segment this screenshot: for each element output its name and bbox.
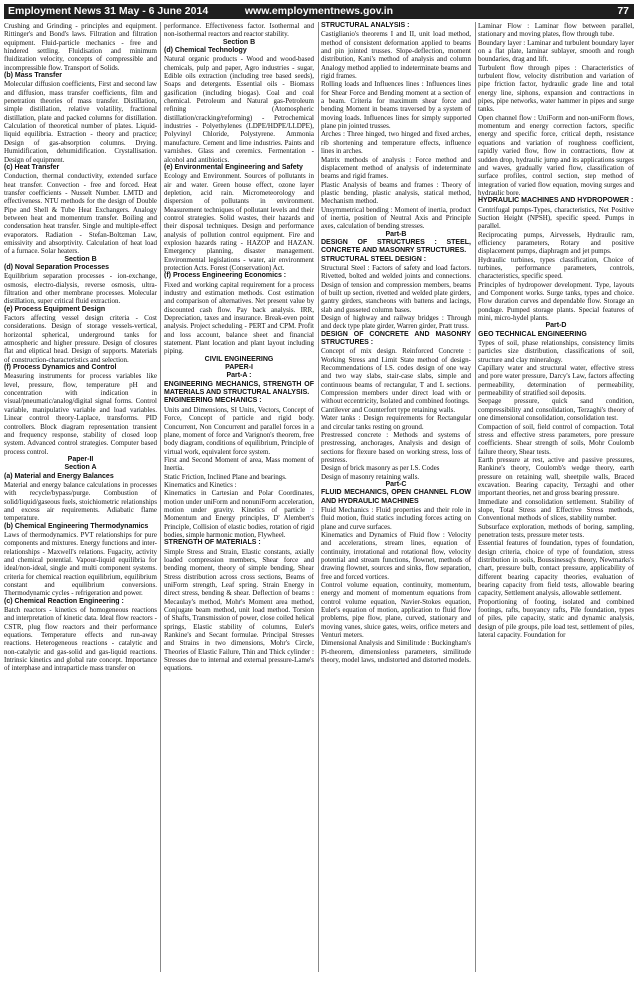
body-paragraph: Crushing and Grinding - principles and equipment. Rittinger's and Bond's laws. Filtration and filtration equipment. Fluid-particle mechanics - free and hindered settling. Fluidisation and minimum fluidization velocity, concepts of compressible and incompressible flow. Transport of Solids. <box>4 22 157 72</box>
body-paragraph: Structural Steel : Factors of safety and load factors. Rivetted, bolted and welded joints and connections. Design of tension and compression members, beams of built up section, rivetted and welded plate girders, gantry girders, stancheons with battens and lacings, slab and gusseted column bases. <box>321 263 471 314</box>
section-heading: (c) Heat Transfer <box>4 163 60 171</box>
body-paragraph: Measuring instruments for process variables like level, pressure, flow, temperature pH and concentration with indication in visual/pneumatic/analog/digital signal forms. Control variable, manipulative variable and load variables. Linear control theory-Laplace, transforms. PID controllers. Block diagram representation transient and frequency response, stability of closed loop system. Advanced control strategies. Computer based process control. <box>4 372 157 456</box>
body-paragraph: Cantilever and Counterfort type retaining walls. <box>321 405 456 414</box>
body-paragraph: Open channel flow : UniForm and non-uniForm flows, momentum and energy correction factors, specific energy and specific force, critical depth, resistance equations and variation of roughness coefficient, rapidly varied flow, flow in contractions, flow at sudden drop, hydraulic jump and its applications surges and waves, gradually varied flow, classification of surface profiles, control section, step method of integration of varied flow equation, moving surges and hydraulic bore. <box>478 113 634 197</box>
section-heading: HYDRAULIC MACHINES AND HYDROPOWER : <box>478 197 634 205</box>
section-heading: GEO TECHNICAL ENGINEERING <box>478 330 587 338</box>
body-paragraph: Arches : Three hinged, two hinged and fixed arches, rib shortening and temperature effects, influence lines in arches. <box>321 130 471 156</box>
body-paragraph: performance. Effectiveness factor. Isothermal and non-isothermal reactors and reactor stability. <box>164 22 314 39</box>
section-heading: FLUID MECHANICS, OPEN CHANNEL FLOW AND HYDRAULIC MACHINES <box>321 489 471 505</box>
body-paragraph: Prestressed concrete : Methods and systems of prestressing, anchorages, Analysis and design of sections for flexure based on working stress, loss of prestress. <box>321 430 471 464</box>
section-heading: STRENGTH OF MATERIALS : <box>164 539 261 547</box>
body-paragraph: Batch reactors - kinetics of homogeneous reactions and interpretation of kinetic data. Ideal flow reactors - CSTR, plug flow reactors and their performance equations. Temperature effects and run-away reactions. Heterogeneous reactions - catalytic and non-catalytic and gas-solid and gas-liquid reactions. Intrinsic kinetics and global rate concept. Importance of interphase and intraparticle mass transfer on <box>4 606 157 673</box>
body-paragraph: Unsymmetrical bending : Moment of inertia, product of inertia, position of Neutral Axis and Principle axes, calculation of bending stresses. <box>321 205 471 231</box>
body-paragraph: Fluid Mechanics : Fluid properties and their role in fluid motion, fluid statics including forces acting on plane and curve surfaces. <box>321 505 471 531</box>
body-paragraph: Dimensional Analysis and Similitude : Buckingham's Pi-theorem, dimensionless parameters, similitude theory, model laws, undistorted and distorted models. <box>321 639 471 665</box>
body-paragraph: Material and energy balance calculations in processes with recycle/bypass/purge. Combustion of solid/liquid/gaseous fuels, stoichiometric relationships and excess air requirements. Adiabatic flame temperature. <box>4 480 157 523</box>
body-paragraph: Laws of thermodynamics. PVT relationships for pure components and mixtures. Energy functions and inter-relationships - Maxwell's relations. Fugacity, activity and chemical potential. Vapour-liquid equilibria for ideal/non-ideal, single and multi component systems. criteria for chemical reaction equilibrium, equilibrium constant and equilibrium conversions. Thermodynamic cycles - refrigeration and power. <box>4 530 157 598</box>
section-heading-centered: Section B <box>64 255 97 263</box>
page-header <box>4 4 634 19</box>
section-heading: (f) Process Dynamics and Control <box>4 364 117 372</box>
text-column-2 <box>164 22 314 978</box>
header-website: www.employmentnews.gov.in <box>244 5 394 17</box>
section-heading-centered: Section B <box>222 38 256 46</box>
body-paragraph: Simple Stress and Strain, Elastic constants, axially loaded compression members, Shear force and bending moment, theory of simple bending, Shear Stress distribution across cross sections, Beams of uniForm strength, Leaf spring. Strain Energy in direct stress, bending & shear. Deflection of beams : Mecaulay's method, Mohr's Moment area method, Conjugate beam method, unit load method. Torsion of Shafts, Transmission of power, close coiled helical springs, Elastic stability of columns, Euler's Rankine's and Secant formulae. Principal Stresses and Strains in two dimensions, Mohr's Circle, Theories of Elastic Failure, Thin and Thick cylinder : Stresses due to internal and external pressure-Lame's equations. <box>164 547 314 673</box>
body-paragraph: Rolling loads and Influences lines : Influences lines for Shear Force and Bending moment at a section of a beam. Criteria for maximum shear force and bending Moment in beams traversed by a system of moving loads. Influences lines for simply supported plane pin jointed trusses. <box>321 80 471 131</box>
body-paragraph: Types of soil, phase relationships, consistency limits particles size distribution, classifications of soil, structure and clay mineralogy. <box>478 339 634 364</box>
section-heading-centered: Section A <box>64 464 97 472</box>
body-paragraph: Matrix methods of analysis : Force method and displacement method of analysis of indeterminate beams and rigid frames. <box>321 155 471 181</box>
section-heading: (b) Mass Transfer <box>4 72 62 80</box>
body-paragraph: Principles of hydropower development. Type, layouts and Component works. Surge tanks, types and choice. Flow duration curves and dependable flow. Storage an pondage. Pumped storage plants. Special features of mini, micro-hydel plants. <box>478 280 634 323</box>
section-heading: ENGINEERING MECHANICS : <box>164 397 262 405</box>
body-paragraph: Design of highway and railway bridges : Through and deck type plate girder, Warren girder, Pratt truss. <box>321 314 471 331</box>
body-paragraph: Hydraulic turbines, types classification, Choice of turbines, performance parameters, controls, characteristics, specific speed. <box>478 255 634 281</box>
section-heading: (c) Chemical Reaction Engineering : <box>4 597 124 605</box>
text-column-4 <box>478 22 634 978</box>
body-paragraph: Capillary water and structural water, effective stress and pore water pressure, Darcy's Law, factors affecting permeability, determination of permeability, permeability of stratified soil deposits. <box>478 364 634 398</box>
body-paragraph: First and Second Moment of area, Mass moment of Inertia. <box>164 455 314 473</box>
section-heading: (a) Material and Energy Balances <box>4 472 114 480</box>
section-heading-centered: CIVIL ENGINEERING <box>204 355 274 363</box>
section-heading: DESIGN OF STRUCTURES : STEEL, CONCRETE AND MASONRY STRUCTURES. <box>321 238 471 255</box>
body-paragraph: Equilibrium separation processes - ion-exchange, osmosis, electro-dialysis, reverse osmosis, ultra-filtration and other membrane processes. Molecular distillation, super critical fluid extraction. <box>4 272 157 306</box>
header-publication: Employment News 31 May - 6 June 2014 <box>8 5 209 17</box>
section-heading-centered: Part-C <box>385 480 407 488</box>
article-columns <box>4 22 634 978</box>
section-heading: STRUCTURAL ANALYSIS : <box>321 22 410 29</box>
body-paragraph: Conduction, thermal conductivity, extended surface heat transfer. Convection - free and forced. Heat transfer coefficients - Nusselt Number. LMTD and effectiveness. NTU methods for the design of Double Pipe and Shell & Tube Heat Exchangers. Analogy between heat and momentum transfer. Boiling and condensation heat transfer. Single and multiple-effect evaporators. Radiation - Stefan-Boltzman Law, emissivity and absorptivity. Calculation of heat load of a furnace. Solar heaters. <box>4 172 157 256</box>
body-paragraph: Immediate and consolidation settlement. Stability of slope, Total Stress and Effective Stress methods, Conventional methods of slices, stability number. <box>478 497 634 523</box>
body-paragraph: Fixed and working capital requirement for a process industry and estimation methods. Cost estimation and comparison of alternatives. Net present value by discounted cash flow. Pay back analysis. IRR, Depreciation, taxes and insurance. Break-even point analysis. Project scheduling - PERT and CPM. Profit and loss account, balance sheet and financial statement. Plant location and plant layout including piping. <box>164 280 314 356</box>
section-heading: (d) Chemical Technology <box>164 47 247 55</box>
body-paragraph: Proportioning of footing, isolated and combined footings, rafts, buoyancy rafts, Pile foundation, types of piles, pile capacity, static and dynamic analysis, design of pile groups, pile load test, settlement of piles, lateral capacity. Foundation for <box>478 597 634 640</box>
section-heading: (f) Process Engineering Economics : <box>164 272 287 280</box>
body-paragraph: Ecology and Environment. Sources of pollutants in air and water. Green house effect, ozone layer depletion, acid rain. Micrometeorology and dispersion of pollutants in environment. Measurement techniques of pollutant levels and their control strategies. Solid wastes, their hazards and their disposal techniques. Design and performance analysis of pollution control equipment. Fire and explosion hazards rating - HAZOP and HAZAN. Emergency planning, disaster management. Environmental legislations - water, air environment protection Acts. Forest (Conservation) Act. <box>164 172 314 272</box>
body-paragraph: Kinematics and Dynamics of Fluid flow : Velocity and accelerations, stream lines, equation of continuity, irrotational and rotational flow, velocity potential and stream functions, flownet, methods of drawing flownet, sources and sinks, flow separation, free and forced vortices. <box>321 530 471 581</box>
body-paragraph: Essential features of foundation, types of foundation, design criteria, choice of type of foundation, stress distribution in soils, Boussinessq's theory, Newmarks's chart, pressure bulb, contact pressure, applicability of different bearing capacity theories, evaluation of bearing capacity from field tests, allowable bearing capacity, Settlement analysis, allowable settlement. <box>478 539 634 598</box>
body-paragraph: Molecular diffusion coefficients, First and second law and diffusion, mass transfer coefficients, film and penetration theories of mass transfer. Distillation, simple distillation, relative volatility, fractional distillation, plate and packed columns for distillation. Calculation of theoretical number of plates. Liquid-liquid equilibria. Extraction - theory and practice; Design of gas-absorption columns. Drying. Humidification, dehumidification. Crystallisation. Design of equipment. <box>4 80 157 164</box>
section-heading-centered: PAPER-I <box>225 364 253 372</box>
section-heading: ENGINEERING MECHANICS, STRENGTH OF MATERIALS AND STRUCTURAL ANALYSIS. <box>164 380 314 397</box>
body-paragraph: Boundary layer : Laminar and turbulent boundary layer on a flat plate, laminar sublayer, smooth and rough boundaries, drag and lift. <box>478 38 634 64</box>
body-paragraph: Concept of mix design. Reinforced Concrete : Working Stress and Limit State method of design-Recommendations of I.S. codes design of one way and two way slabs, stair-case slabs, simple and continuous beams of rectangular, T and L sections. Compression members under direct load with or without eccentricity, Isolated and combined footings. <box>321 347 471 406</box>
body-paragraph: Kinematics and Kinetics : <box>164 480 237 489</box>
body-paragraph: Factors affecting vessel design criteria - Cost considerations. Design of storage vessels-vertical, horizontal spherical, underground tanks for atmospheric and higher pressure. Design of closures flat and eliptical head. Design of supports. Materials of construction-characteristics and selection. <box>4 314 157 364</box>
body-paragraph: Seepage pressure, quick sand condition, compressibility and consolidation, Terzaghi's theory of one dimensional consolidation, consolidation test. <box>478 397 634 423</box>
section-heading: (d) Noval Separation Processes <box>4 263 110 271</box>
body-paragraph: Subsurface exploration, methods of boring, sampling, penetration tests, pressure meter tests. <box>478 522 634 539</box>
header-page-number: 77 <box>617 5 629 17</box>
body-paragraph: Water tanks : Design requirements for Rectangular and circular tanks resting on ground. <box>321 414 471 431</box>
section-heading-centered: Part-D <box>545 322 567 330</box>
body-paragraph: Natural organic products - Wood and wood-based chemicals, pulp and paper, Agro industries - sugar, Edible oils extraction (including tree based seeds), Soaps and detergents. Essential oils - Biomass gasification (including biogas). Coal and coal chemical. Petroleum and Natural gas-Petroleum refining (Atomospheric distillation/cracking/reforming) - Petrochemical industries - Polyethylenes (LDPE/HDPE/LLDPE), Polyvinyl Chloride, Polystyrene. Ammonia manufacture. Cement and lime industries. Paints and varnishes. Glass and ceremics. Fermentation - alcohol and antibiotics. <box>164 55 314 164</box>
body-paragraph: Earth pressure at rest, active and passive pressures, Rankine's theory, Coulomb's wedge theory, earth pressure on retaining wall, sheetpile walls, Braced excavation. Bearing capacity, Terzaghi and other important theories, net and gross bearing pressure. <box>478 455 634 498</box>
body-paragraph: Centrifugal pumps-Types, characteristics, Net Positive Suction Height (NPSH), specific speed. Pumps in parallel. <box>478 205 634 231</box>
section-heading: (e) Process Equipment Design <box>4 305 106 313</box>
section-heading-centered: Part-B <box>385 230 407 238</box>
section-heading-centered: Part-A : <box>226 372 252 380</box>
section-heading: (b) Chemical Engineering Thermodynamics <box>4 522 149 530</box>
text-column-3 <box>321 22 471 978</box>
body-paragraph: Castiglianio's theorems I and II, unit load method, method of consistent deformation applied to beams and pin jointed trusses. Slope-deflection, moment distribution, Kani's method of analysis and column Analogy method applied to indeterminate beams and rigid frames. <box>321 30 471 81</box>
body-paragraph: Design of brick masonry as per I.S. Codes <box>321 464 440 473</box>
section-heading-centered: Paper-II <box>67 455 94 463</box>
section-heading: DESIGN OF CONCRETE AND MASONRY STRUCTURES : <box>321 330 471 347</box>
body-paragraph: Control volume equation, continuity, momentum, energy and moment of momentum equations from control volume equation, Navier-Stokes equation, Euler's equation of motion, application to fluid flow problems, pipe flow, plane, curved, stationary and moving vanes, sluice gates, weirs, orifice meters and Venturi meters. <box>321 581 471 640</box>
body-paragraph: Plastic Analysis of beams and frames : Theory of plastic bending, plastic analysis, statical method, Mechanism method. <box>321 180 471 206</box>
body-paragraph: Reciprocating pumps, Airvessels, Hydraulic ram, efficiency parameters, Rotary and positive displacement pumps, diaphragm and jet pumps. <box>478 230 634 256</box>
text-column-1 <box>4 22 157 978</box>
body-paragraph: Compaction of soil, field control of compaction. Total stress and effective stress parameters, pore pressure coefficients. Shear strength of soils, Mohr Coulomb failure theory, Shear tests. <box>478 422 634 456</box>
body-paragraph: Kinematics in Cartesian and Polar Coordinates, motion under uniForm and nonuniForm acceleration, motion under gravity. Kinetics of particle : Momentum and Energy principles, D' Alembert's Principle, Collision of elastic bodies, rotation of rigid bodies, simple harmonic motion, Flywheel. <box>164 489 314 539</box>
body-paragraph: Turbulent flow through pipes : Characteristics of turbulent flow, velocity distribution and variation of pipe friction factor, hydraulic grade line and total energy line, siphons, expansion and contractions in pipes, pipe networks, water hammer in pipes and surge tanks. <box>478 63 634 114</box>
body-paragraph: Units and Dimensions, SI Units, Vectors, Concept of Force, Concept of particle and rigid body. Concurrent, Non Concurrent and parallel forces in a plane, moment of force and Varignon's theorem, free body diagram, conditions of equilibrium, Principle of virtual work, equivalent force system. <box>164 405 314 456</box>
body-paragraph: Laminar Flow : Laminar flow between parallel, stationary and moving plates, flow through tube. <box>478 22 634 39</box>
body-paragraph: Design of masonry retaining walls. <box>321 472 420 481</box>
section-heading: (e) Environmental Engineering and Safety <box>164 163 303 171</box>
section-heading: STRUCTURAL STEEL DESIGN : <box>321 255 427 263</box>
body-paragraph: Static Friction, Inclined Plane and bearings. <box>164 472 287 481</box>
